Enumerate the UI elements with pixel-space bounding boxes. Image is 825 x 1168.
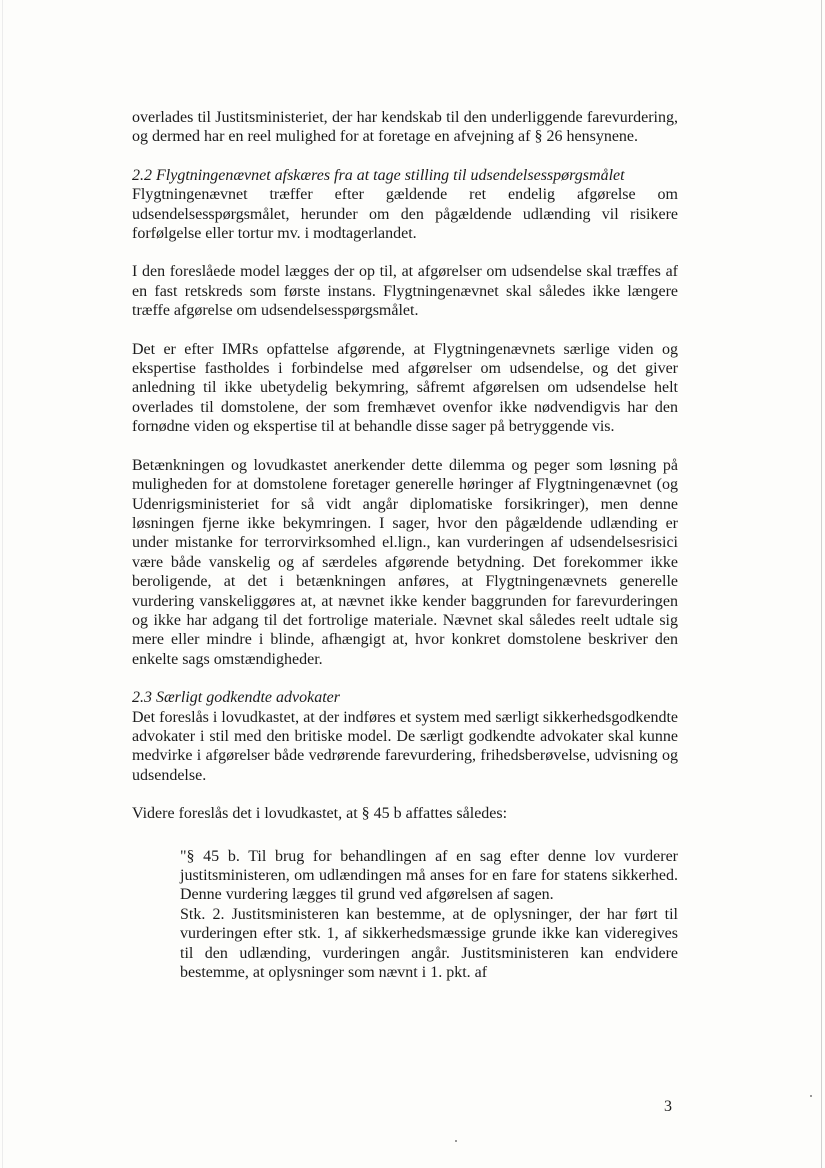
- page-edge-right: [821, 0, 822, 1168]
- paragraph-7: Videre foreslås det i lovudkastet, at § 45 b affattes således:: [132, 805, 508, 823]
- paragraph-3: I den foreslåede model lægges der op til, at afgørelser om udsendelse skal træffes af en fast retskreds som første instans. Flygtningenævnet skal således ikke længere træffe afgørelse om udsendelsesspørgsmålet.: [132, 263, 678, 320]
- quote-paragraph-2: Stk. 2. Justitsministeren kan bestemme, at de oplysninger, der har ført til vurderingen efter stk. 1, af sikkerhedsmæssige grunde ikke kan videregives til den udlænding, vurderingen angår. Justitsministeren kan endvidere bestemme, at oplysninger som nævnt i 1. pkt. af: [180, 905, 678, 982]
- paragraph-5: Betænkningen og lovudkastet anerkender dette dilemma og peger som løsning på muligheden for at domstolene foretager generelle høringer af Flygtningenævnet (og Udenrigsministeriet for så vidt angår diplomatiske forsikringer), men denne løsningen fjerne ikke bekymringen. I sager, hvor den pågældende udlænding er under mistanke for terrorvirksomhed el.lign., kan vurderingen af udsendelsesrisici være både vanskelig og af særdeles afgørende betydning. Det forekommer ikke beroligende, at det i betænkningen anføres, at Flygtningenævnets generelle vurdering vanskeliggøres at, at nævnet ikke kender baggrunden for farevurderingen og ikke har adgang til det fortrolige materiale. Nævnet skal således reelt udtale sig mere eller mindre i blinde, afhængigt at, hvor konkret domstolene beskriver den enkelte sags omstændigheder.: [132, 456, 678, 668]
- document-body: [132, 108, 678, 982]
- paragraph-1: overlades til Justitsministeriet, der har kendskab til den underliggende farevurdering, og dermed har en reel mulighed for at foretage en afvejning af § 26 hensynene.: [132, 109, 678, 146]
- quote-paragraph-1: "§ 45 b. Til brug for behandlingen af en sag efter denne lov vurderer justitsministeren, om udlændingen må anses for en fare for statens sikkerhed. Denne vurdering lægges til grund ved afgørelsen af sagen.: [180, 847, 678, 904]
- page-number: 3: [664, 1098, 672, 1115]
- section-heading-2-2: 2.2 Flygtningenævnet afskæres fra at tage stilling til udsendelsesspørgsmålet: [132, 166, 625, 184]
- paragraph-4: Det er efter IMRs opfattelse afgørende, at Flygtningenævnets særlige viden og ekspertise fastholdes i forbindelse med afgørelser om udsendelse, og det giver anledning til ikke ubetydelig bekymring, såfremt afgørelsen om udsendelse helt overlades til domstolene, der som fremhævet ovenfor ikke nødvendigvis har den fornødne viden og ekspertise til at behandle disse sager på betryggende vis.: [132, 340, 678, 436]
- scan-speck: [455, 1140, 457, 1142]
- paragraph-2: Flygtningenævnet træffer efter gældende ret endelig afgørelse om udsendelsesspørgsmålet, herunder om den pågældende udlænding vil risikere forfølgelse eller tortur mv. i modtagerlandet.: [132, 186, 678, 243]
- paragraph-6: Det foreslås i lovudkastet, at der indføres et system med særligt sikkerhedsgodkendte advokater i stil med den britiske model. De særligt godkendte advokater skal kunne medvirke i afgørelser både vedrørende farevurdering, frihedsberøvelse, udvisning og udsendelse.: [132, 708, 678, 784]
- page-edge-left: [2, 0, 3, 1168]
- law-quote: [180, 847, 678, 983]
- section-heading-2-3: 2.3 Særligt godkendte advokater: [132, 689, 340, 707]
- scan-speck: [810, 1095, 812, 1097]
